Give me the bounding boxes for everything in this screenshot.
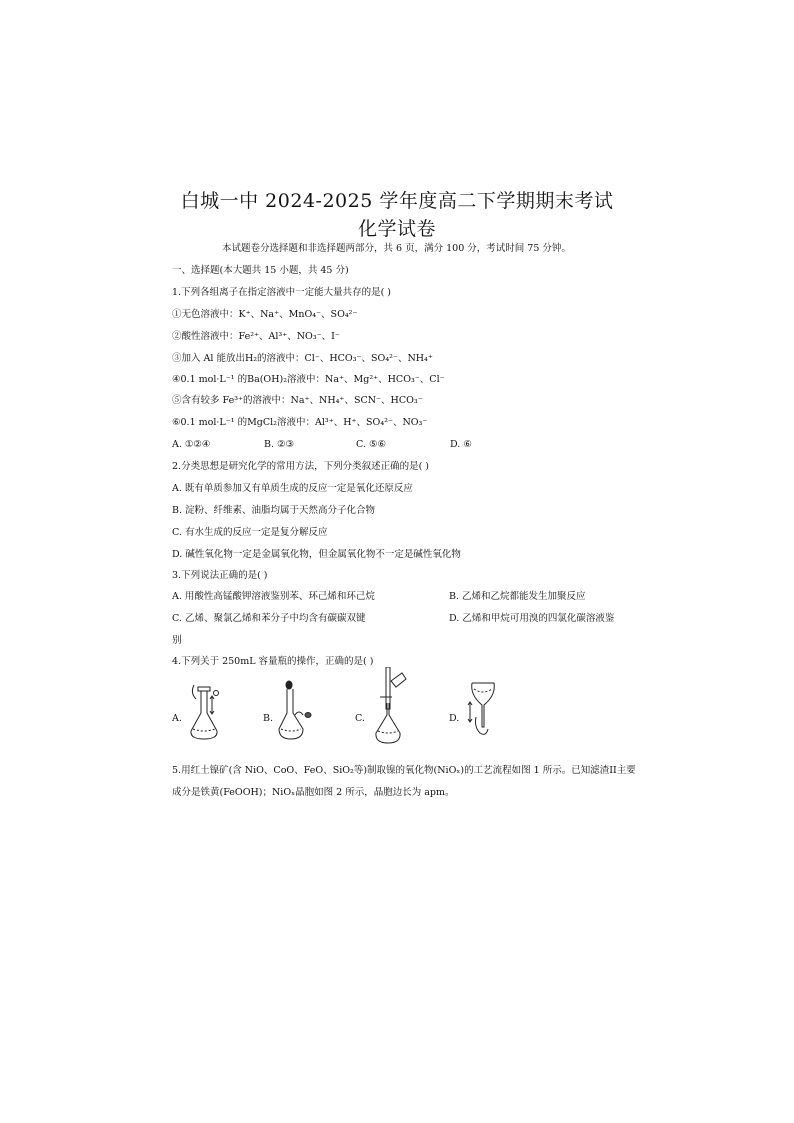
q3-option-d[interactable]: D. 乙烯和甲烷可用溴的四氯化碳溶液鉴 <box>449 613 615 624</box>
q1-option-d[interactable]: D. ⑥ <box>450 439 472 450</box>
q2-option-c[interactable]: C. 有水生成的反应一定是复分解反应 <box>172 527 328 538</box>
exam-intro: 本试题卷分选择题和非选择题两部分，共 6 页，满分 100 分，考试时间 75 分钟。 <box>222 243 571 254</box>
section-heading: 一、选择题(本大题共 15 小题，共 45 分) <box>172 265 349 276</box>
q4-fig-d-label[interactable]: D. <box>449 713 460 724</box>
q1-item-2: ②酸性溶液中：Fe²⁺、Al³⁺、NO₃⁻、I⁻ <box>172 331 340 342</box>
q4-fig-d-funnel-icon <box>466 681 500 745</box>
q2-stem: 2.分类思想是研究化学的常用方法，下列分类叙述正确的是( ) <box>172 461 429 472</box>
q4-fig-b-label[interactable]: B. <box>263 713 274 724</box>
q4-fig-c-label[interactable]: C. <box>355 713 365 724</box>
q3-stem: 3.下列说法正确的是( ) <box>172 570 268 581</box>
q3-option-d-continued: 别 <box>172 635 182 646</box>
q1-options <box>172 439 672 451</box>
q4-stem: 4.下列关于 250mL 容量瓶的操作，正确的是( ) <box>172 656 374 667</box>
q4-figures <box>0 675 794 755</box>
q2-option-d[interactable]: D. 碱性氧化物一定是金属氧化物，但金属氧化物不一定是碱性氧化物 <box>172 549 461 560</box>
q4-fig-a-flask-inversion-icon <box>186 683 222 745</box>
q1-option-c[interactable]: C. ⑤⑥ <box>356 439 387 450</box>
q1-stem: 1.下列各组离子在指定溶液中一定能大量共存的是( ) <box>172 287 391 298</box>
exam-subtitle: 化学试卷 <box>357 218 436 240</box>
q5-line-1: 5.用红土镍矿(含 NiO、CoO、FeO、SiO₂等)制取镍的氧化物(NiOₓ)的工艺流程如图 1 所示。已知滤渣II主要 <box>172 765 636 776</box>
q4-fig-c-pouring-liquid-icon <box>368 667 408 751</box>
q4-fig-b-flask-shaking-icon <box>277 679 317 745</box>
q1-item-5: ⑤含有较多 Fe³⁺的溶液中：Na⁺、NH₄⁺、SCN⁻、HCO₃⁻ <box>172 395 423 406</box>
q3-option-b[interactable]: B. 乙烯和乙烷都能发生加聚反应 <box>449 591 586 602</box>
q2-option-b[interactable]: B. 淀粉、纤维素、油脂均属于天然高分子化合物 <box>172 505 376 516</box>
q1-option-b[interactable]: B. ②③ <box>264 439 295 450</box>
q4-fig-a-label[interactable]: A. <box>172 713 182 724</box>
q3-option-c[interactable]: C. 乙烯、聚氯乙烯和苯分子中均含有碳碳双键 <box>172 613 366 624</box>
q1-item-1: ①无色溶液中：K⁺、Na⁺、MnO₄⁻、SO₄²⁻ <box>172 309 358 320</box>
q1-item-4: ④0.1 mol·L⁻¹ 的Ba(OH)₂溶液中：Na⁺、Mg²⁺、HCO₃⁻、Cl⁻ <box>172 374 445 385</box>
q1-option-a[interactable]: A. ①②④ <box>172 439 211 450</box>
q3-option-a[interactable]: A. 用酸性高锰酸钾溶液鉴别苯、环己烯和环己烷 <box>172 591 375 602</box>
q1-item-6: ⑥0.1 mol·L⁻¹ 的MgCl₂溶液中：Al³⁺、H⁺、SO₄²⁻、NO₃⁻ <box>172 417 428 428</box>
exam-title: 白城一中 2024-2025 学年度高二下学期期末考试 <box>180 190 614 212</box>
q2-option-a[interactable]: A. 既有单质参加又有单质生成的反应一定是氧化还原反应 <box>172 483 413 494</box>
q5-line-2: 成分是铁黄(FeOOH)；NiOₓ晶胞如图 2 所示，晶胞边长为 apm。 <box>172 787 455 798</box>
q1-item-3: ③加入 Al 能放出H₂的溶液中：Cl⁻、HCO₃⁻、SO₄²⁻、NH₄⁺ <box>172 353 433 364</box>
